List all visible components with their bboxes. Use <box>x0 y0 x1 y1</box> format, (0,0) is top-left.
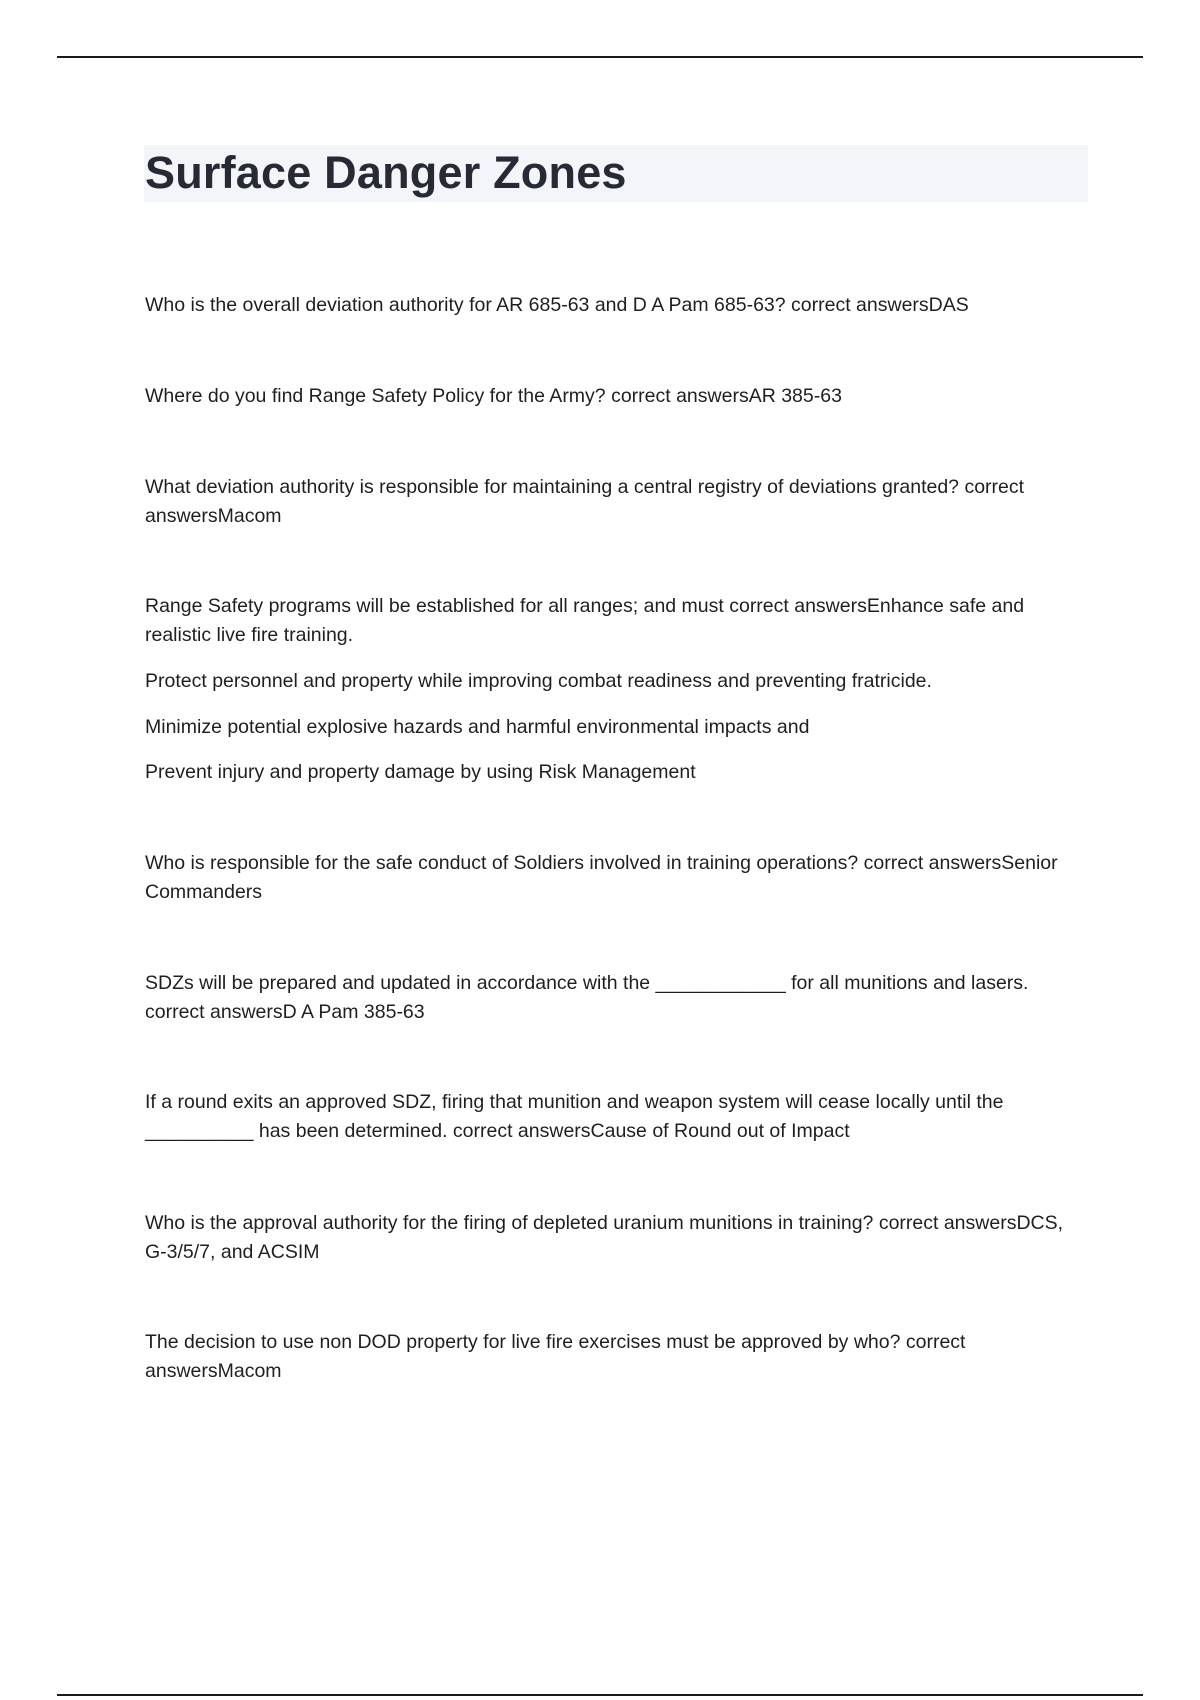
paragraph-2: Where do you find Range Safety Policy for the Army? correct answersAR 385-63 <box>145 385 842 407</box>
page-title: Surface Danger Zones <box>145 147 627 198</box>
paragraph-3: What deviation authority is responsible for maintaining a central registry of deviations granted? correct answersMacom <box>145 476 1025 527</box>
paragraph-12: The decision to use non DOD property for live fire exercises must be approved by who? correct answersMacom <box>145 1331 966 1382</box>
paragraph-7: Prevent injury and property damage by using Risk Management <box>145 761 696 783</box>
paragraph-8: Who is responsible for the safe conduct of Soldiers involved in training operations? correct answersSenior Commanders <box>145 852 1058 903</box>
paragraph-9: SDZs will be prepared and updated in accordance with the ____________ for all munitions and lasers. correct answersD A Pam 385-63 <box>145 972 1029 1023</box>
bottom-rule <box>57 1694 1143 1696</box>
paragraph-5: Protect personnel and property while improving combat readiness and preventing fratricide. <box>145 670 932 692</box>
paragraph-10: If a round exits an approved SDZ, firing that munition and weapon system will cease locally until the __________ has been determined. correct answersCause of Round out of Impact <box>145 1091 1004 1142</box>
paragraph-1: Who is the overall deviation authority for AR 685-63 and D A Pam 685-63? correct answersDAS <box>145 294 969 316</box>
paragraph-11: Who is the approval authority for the firing of depleted uranium munitions in training? correct answersDCS, G-3/5/7, and ACSIM <box>145 1212 1064 1263</box>
paragraph-6: Minimize potential explosive hazards and harmful environmental impacts and <box>145 716 810 738</box>
paragraph-4: Range Safety programs will be established for all ranges; and must correct answersEnhance safe and realistic live fire training. <box>145 595 1025 646</box>
top-rule <box>57 56 1143 58</box>
